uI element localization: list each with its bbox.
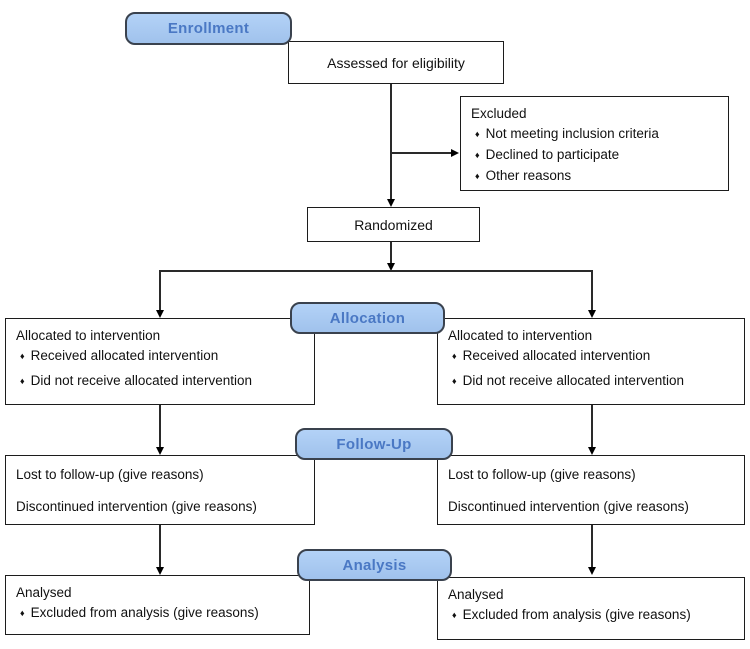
followup-right-line: Discontinued intervention (give reasons) [448, 499, 689, 514]
allocation-right-bullet-text: Received allocated intervention [462, 348, 651, 363]
diamond-bullet-icon: ♦ [452, 376, 457, 386]
allocation-box-right [437, 318, 745, 405]
analysis-left-bullet [16, 604, 299, 623]
diamond-bullet-icon: ♦ [452, 351, 457, 361]
randomized-label: Randomized [354, 216, 433, 233]
arrowhead-down-icon [156, 447, 164, 455]
analysis-right-bullet-text: Excluded from analysis (give reasons) [462, 607, 691, 622]
followup-left-line: Discontinued intervention (give reasons) [16, 499, 257, 514]
connector-split-horizontal [159, 270, 593, 272]
arrowhead-down-icon [156, 310, 164, 318]
arrowhead-down-icon [588, 310, 596, 318]
assessed-box [288, 41, 504, 84]
analysis-box-right [437, 577, 745, 640]
connector-alloc-to-followup-right [591, 405, 593, 447]
allocation-left-bullet [16, 372, 304, 391]
connector-assessed-to-randomized [390, 84, 392, 200]
allocation-left-bullet-text: Did not receive allocated intervention [30, 373, 252, 388]
excluded-bullet-text: Not meeting inclusion criteria [485, 126, 659, 141]
allocation-right-bullet-text: Did not receive allocated intervention [462, 373, 684, 388]
allocation-left-bullet-text: Received allocated intervention [30, 348, 219, 363]
diamond-bullet-icon: ♦ [20, 376, 25, 386]
allocation-left-bullet [16, 347, 304, 366]
diamond-bullet-icon: ♦ [475, 171, 480, 181]
allocation-right-bullet [448, 347, 734, 366]
analysis-left-title: Analysed [16, 585, 72, 600]
allocation-left-title: Allocated to intervention [16, 328, 161, 343]
analysis-right-bullet [448, 606, 734, 625]
connector-split-to-alloc-right [591, 272, 593, 310]
diamond-bullet-icon: ♦ [20, 608, 25, 618]
followup-right-line: Lost to follow-up (give reasons) [448, 467, 636, 482]
diamond-bullet-icon: ♦ [452, 610, 457, 620]
diamond-bullet-icon: ♦ [475, 129, 480, 139]
connector-followup-to-analysis-right [591, 525, 593, 567]
followup-left-line: Lost to follow-up (give reasons) [16, 467, 204, 482]
excluded-bullet [471, 167, 718, 186]
analysis-right-title: Analysed [448, 587, 504, 602]
connector-randomized-to-split [390, 242, 392, 263]
assessed-label: Assessed for eligibility [327, 54, 465, 71]
excluded-title: Excluded [471, 106, 527, 121]
excluded-bullet-text: Declined to participate [485, 147, 620, 162]
enrollment-badge: Enrollment [125, 12, 292, 45]
analysis-left-bullet-text: Excluded from analysis (give reasons) [30, 605, 259, 620]
arrowhead-down-icon [588, 567, 596, 575]
allocation-badge: Allocation [290, 302, 445, 334]
allocation-right-bullet [448, 372, 734, 391]
arrowhead-down-icon [156, 567, 164, 575]
excluded-bullet-text: Other reasons [485, 168, 572, 183]
diamond-bullet-icon: ♦ [20, 351, 25, 361]
excluded-bullet [471, 125, 718, 144]
excluded-box [460, 96, 729, 191]
arrowhead-right-icon [451, 149, 459, 157]
analysis-badge: Analysis [297, 549, 452, 581]
followup-box-left [5, 455, 315, 525]
connector-followup-to-analysis-left [159, 525, 161, 567]
excluded-bullet [471, 146, 718, 165]
arrowhead-down-icon [588, 447, 596, 455]
allocation-right-title: Allocated to intervention [448, 328, 593, 343]
arrowhead-down-icon [387, 199, 395, 207]
followup-badge: Follow-Up [295, 428, 453, 460]
allocation-box-left [5, 318, 315, 405]
connector-to-excluded [391, 152, 451, 154]
followup-box-right [437, 455, 745, 525]
connector-alloc-to-followup-left [159, 405, 161, 447]
connector-split-to-alloc-left [159, 272, 161, 310]
diamond-bullet-icon: ♦ [475, 150, 480, 160]
analysis-box-left [5, 575, 310, 635]
randomized-box [307, 207, 480, 242]
